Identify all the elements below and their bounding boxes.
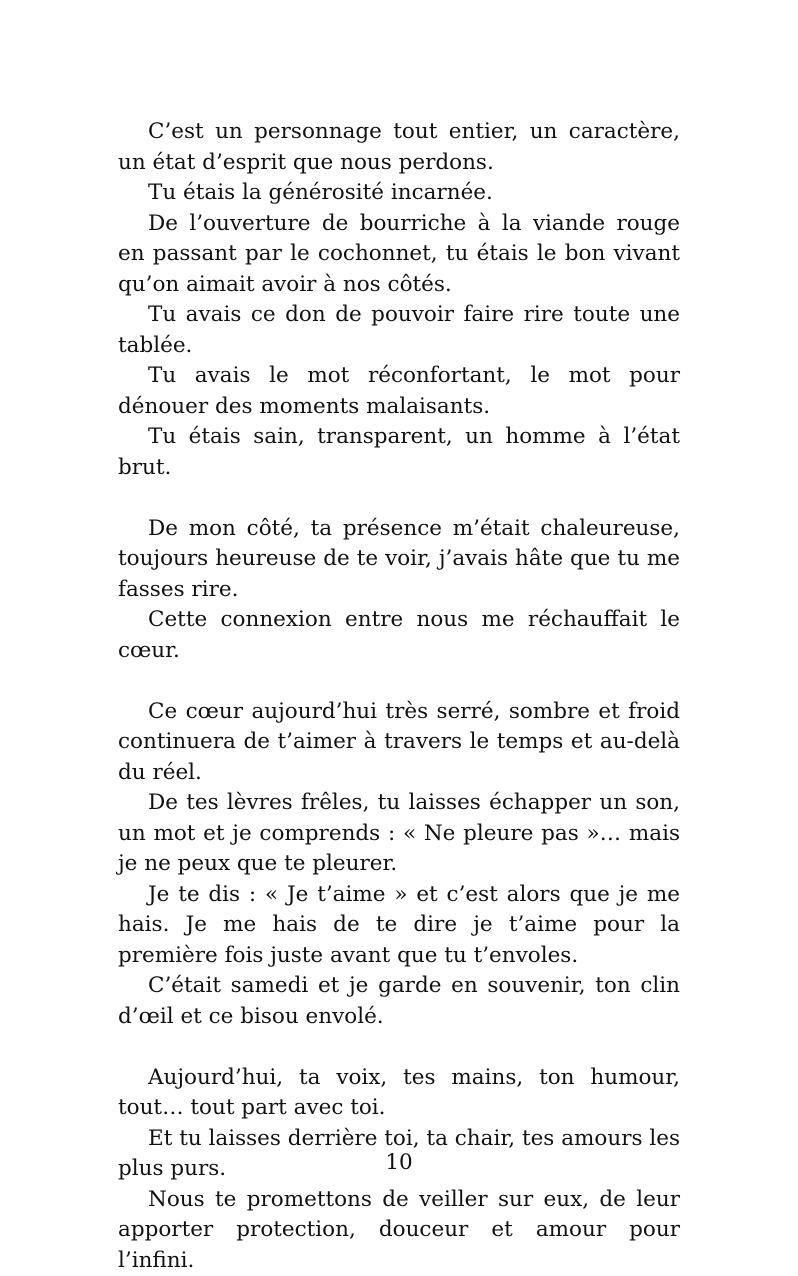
paragraph: Nous te promettons de veiller sur eux, de leur apporter protection, douceur et amour pour l’infini. — [118, 1185, 680, 1276]
paragraph: Tu étais la générosité incarnée. — [118, 178, 680, 209]
paragraph: De l’ouverture de bourriche à la viande rouge en passant par le cochonnet, tu étais le bon vivant qu’on aimait avoir à nos côtés. — [118, 209, 680, 301]
paragraph: De tes lèvres frêles, tu laisses échapper un son, un mot et je comprends : « Ne pleure pas »… mais je ne peux que te pleurer. — [118, 788, 680, 880]
section-break — [118, 666, 680, 697]
paragraph: Aujourd’hui, ta voix, tes mains, ton humour, tout… tout part avec toi. — [118, 1063, 680, 1124]
paragraph: Tu avais le mot réconfortant, le mot pour dénouer des moments malaisants. — [118, 361, 680, 422]
paragraph: Cette connexion entre nous me réchauffait le cœur. — [118, 605, 680, 666]
paragraph: Ce cœur aujourd’hui très serré, sombre et froid continuera de t’aimer à travers le temps et au-delà du réel. — [118, 697, 680, 789]
paragraph: Tu étais sain, transparent, un homme à l’état brut. — [118, 422, 680, 483]
page-body — [118, 117, 680, 1276]
paragraph: Je te dis : « Je t’aime » et c’est alors que je me hais. Je me hais de te dire je t’aime pour la première fois juste avant que tu t’envoles. — [118, 880, 680, 972]
section-break — [118, 1032, 680, 1063]
paragraph: C’était samedi et je garde en souvenir, ton clin d’œil et ce bisou envolé. — [118, 971, 680, 1032]
page-number: 10 — [0, 1148, 798, 1178]
paragraph: Tu avais ce don de pouvoir faire rire toute une tablée. — [118, 300, 680, 361]
paragraph: C’est un personnage tout entier, un caractère, un état d’esprit que nous perdons. — [118, 117, 680, 178]
section-break — [118, 483, 680, 514]
paragraph: De mon côté, ta présence m’était chaleureuse, toujours heureuse de te voir, j’avais hâte que tu me fasses rire. — [118, 514, 680, 606]
paragraph: Et tu laisses derrière toi, ta chair, tes amours les plus purs. — [118, 1124, 680, 1185]
